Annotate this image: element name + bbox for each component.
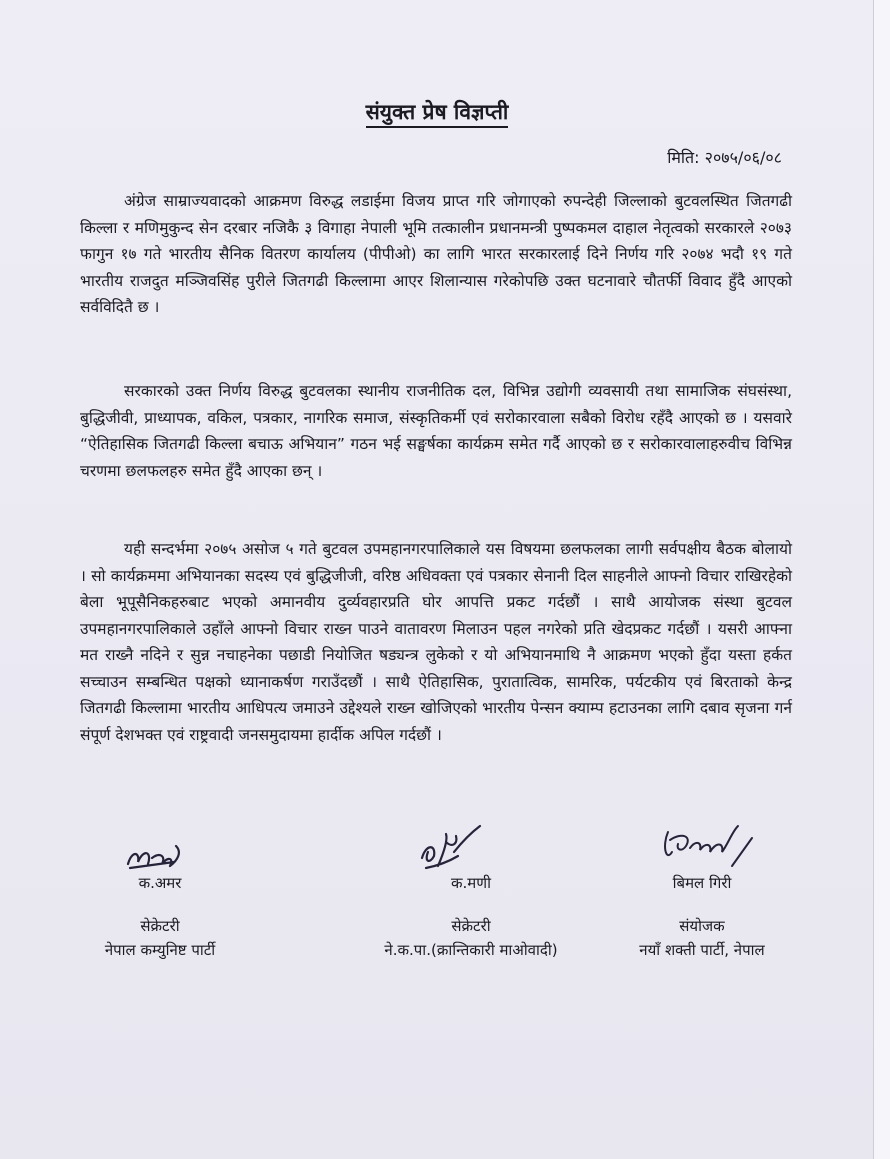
signature-block-amar [70, 822, 250, 962]
signatory-name: बिमल गिरी [672, 874, 732, 892]
handwritten-signature-icon [366, 822, 576, 872]
signatory-organization: नयाँ शक्ती पार्टी, नेपाल [639, 941, 765, 959]
date-line: मिति: २०७५/०६/०८ [667, 148, 782, 167]
signatory-role: सेक्रेटरी [451, 917, 491, 935]
signatory-organization: नेपाल कम्युनिष्ट पार्टी [104, 941, 216, 959]
signatory-role: सेक्रेटरी [140, 917, 180, 935]
paragraph-1: अंग्रेज साम्राज्यवादको आक्रमण विरुद्ध लडाईमा विजय प्राप्त गरि जोगाएको रुपन्देही जिल्लाको बुटवलस्थित जितगढी किल्ला र मणिमुकुन्द सेन दरबार नजिकै ३ विगाहा नेपाली भूमि तत्कालीन प्रधानमन्त्री पुष्पकमल दाहाल नेतृत्वको सरकारले २०७३ फागुन १७ गते भारतीय सैनिक वितरण कार्यालय (पीपीओ) का लागि भारत सरकारलाई दिने निर्णय गरि २०७४ भदौ १९ गते भारतीय राजदुत मञ्जिवसिंह पुरीले जितगढी किल्लामा आएर शिलान्यास गरेकोपछि उक्त घटनावारे चौतर्फी विवाद हुँदै आएको सर्वविदितै छ । [80, 192, 792, 316]
signatory-role: संयोजक [679, 917, 725, 935]
signatory-organization: ने.क.पा.(क्रान्तिकारी माओवादी) [384, 941, 558, 959]
paragraph-2: सरकारको उक्त निर्णय विरुद्ध बुटवलका स्थानीय राजनीतिक दल, विभिन्न उद्योगी व्यवसायी तथा सामाजिक संघसंस्था, बुद्धिजीवी, प्राध्यापक, वकिल, पत्रकार, नागरिक समाज, संस्कृतिकर्मी एवं सरोकारवाला सबैको विरोध रहँदै आएको छ । यसवारे “ऐतिहासिक जितगढी किल्ला बचाऊ अभियान” गठन भई सङ्घर्षका कार्यक्रम समेत गर्दै आएको छ र सरोकारवालाहरुवीच विभिन्न चरणमा छलफलहरु समेत हुँदै आएका छन् । [80, 382, 792, 480]
press-release-title [0, 98, 874, 126]
signature-block-bimal [612, 822, 792, 962]
handwritten-signature-icon [70, 822, 250, 872]
signatory-name: क.अमर [138, 874, 182, 892]
handwritten-signature-icon [612, 822, 792, 872]
title-text: संयुक्त प्रेष विज्ञप्ती [366, 100, 509, 128]
page-edge [873, 0, 890, 1159]
paragraph-3: यही सन्दर्भमा २०७५ असोज ५ गते बुटवल उपमहानगरपालिकाले यस विषयमा छलफलका लागी सर्वपक्षीय बैठक बोलायो । सो कार्यक्रममा अभियानका सदस्य एवं बुद्धिजीजी, वरिष्ठ अधिवक्ता एवं पत्रकार सेनानी दिल साहनीले आफ्नो विचार राखिरहेको बेला भूपूसैनिकहरुबाट भएको अमानवीय दुर्व्यवहारप्रति घोर आपत्ति प्रकट गर्दछौं । साथै आयोजक संस्था बुटवल उपमहानगरपालिकाले उहाँले आफ्नो विचार राख्न पाउने वातावरण मिलाउन पहल नगरेको प्रति खेदप्रकट गर्दछौं । यसरी आफ्ना मत राख्नै नदिने र सुन्न नचाहनेका पछाडी नियोजित षड्यन्त्र लुकेको र यो अभियानमाथि नै आक्रमण भएको हुँदा यस्ता हर्कत सच्चाउन सम्बन्धित पक्षको ध्यानाकर्षण गराउँदछौं । साथै ऐतिहासिक, पुरातात्विक, सामरिक, पर्यटकीय एवं बिरताको केन्द्र जितगढी किल्लामा भारतीय आधिपत्य जमाउने उद्देश्यले राख्न खोजिएको भारतीय पेन्सन क्याम्प हटाउनका लागि दबाव सृजना गर्न संपूर्ण देशभक्त एवं राष्ट्रवादी जनसमुदायमा हार्दीक अपिल गर्दछौं । [80, 540, 792, 744]
signature-block-mani [366, 822, 576, 962]
signatory-name: क.मणी [451, 874, 491, 892]
